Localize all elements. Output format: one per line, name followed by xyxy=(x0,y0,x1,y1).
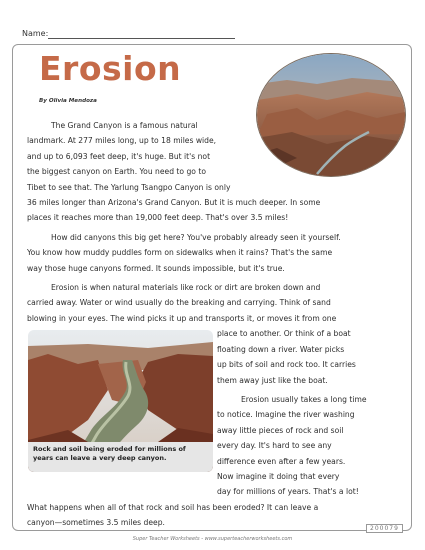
text-line: Tibet to see that. The Yarlung Tsangpo Canyon is only xyxy=(27,182,231,192)
text-line: away little pieces of rock and soil xyxy=(217,425,344,435)
worksheet-code: 200079 xyxy=(366,524,403,533)
text-line: place to another. Or think of a boat xyxy=(217,329,351,339)
name-field xyxy=(22,29,48,38)
text-line: day for millions of years. That's a lot! xyxy=(217,487,359,497)
text-line: How did canyons this big get here? You've probably already seen it yourself. xyxy=(51,232,341,242)
figure-caption: Rock and soil being eroded for millions of years can leave a very deep canyon. xyxy=(28,442,213,472)
text-line: Erosion usually takes a long time xyxy=(241,394,367,404)
article-byline: By Olivia Mendoza xyxy=(39,98,97,104)
text-line: blowing in your eyes. The wind picks it up and transports it, or moves it from one xyxy=(27,313,337,323)
text-line: What happens when all of that rock and soil has been eroded? It can leave a xyxy=(27,502,319,512)
name-write-line xyxy=(48,38,235,39)
paragraph-2 xyxy=(27,230,398,276)
text-line: places it reaches more than 19,000 feet deep. That's over 3.5 miles! xyxy=(27,213,289,223)
text-line: up bits of soil and rock too. It carries xyxy=(217,360,356,370)
text-line: canyon—sometimes 3.5 miles deep. xyxy=(27,518,165,528)
text-line: floating down a river. Water picks xyxy=(217,344,345,354)
text-line: You know how muddy puddles form on sidewalks when it rains? That's the same xyxy=(27,248,333,258)
name-label: Name: xyxy=(22,29,49,38)
footer-credit: Super Teacher Worksheets - www.superteacherworksheets.com xyxy=(132,536,293,542)
text-line: carried away. Water or wind usually do the breaking and carrying. Think of sand xyxy=(27,298,331,308)
article-title: Erosion xyxy=(39,49,182,88)
text-line: The Grand Canyon is a famous natural xyxy=(51,121,198,130)
text-line: the biggest canyon on Earth. You need to go to xyxy=(27,167,206,177)
text-line: difference even after a few years. xyxy=(217,456,346,466)
text-line: Now imagine it doing that every xyxy=(217,471,340,481)
paragraph-1 xyxy=(27,118,398,226)
text-line: to notice. Imagine the river washing xyxy=(217,410,355,420)
text-line: Erosion is when natural materials like rock or dirt are broken down and xyxy=(51,283,321,293)
text-line: landmark. At 277 miles long, up to 18 miles wide, xyxy=(27,136,217,146)
text-line: them away just like the boat. xyxy=(217,375,328,385)
text-line: way those huge canyons formed. It sounds impossible, but it's true. xyxy=(27,263,285,273)
text-line: every day. It's hard to see any xyxy=(217,441,332,451)
text-line: and up to 6,093 feet deep, it's huge. But it's not xyxy=(27,151,211,161)
text-line: 36 miles longer than Arizona's Grand Canyon. But it is much deeper. In some xyxy=(27,198,321,208)
